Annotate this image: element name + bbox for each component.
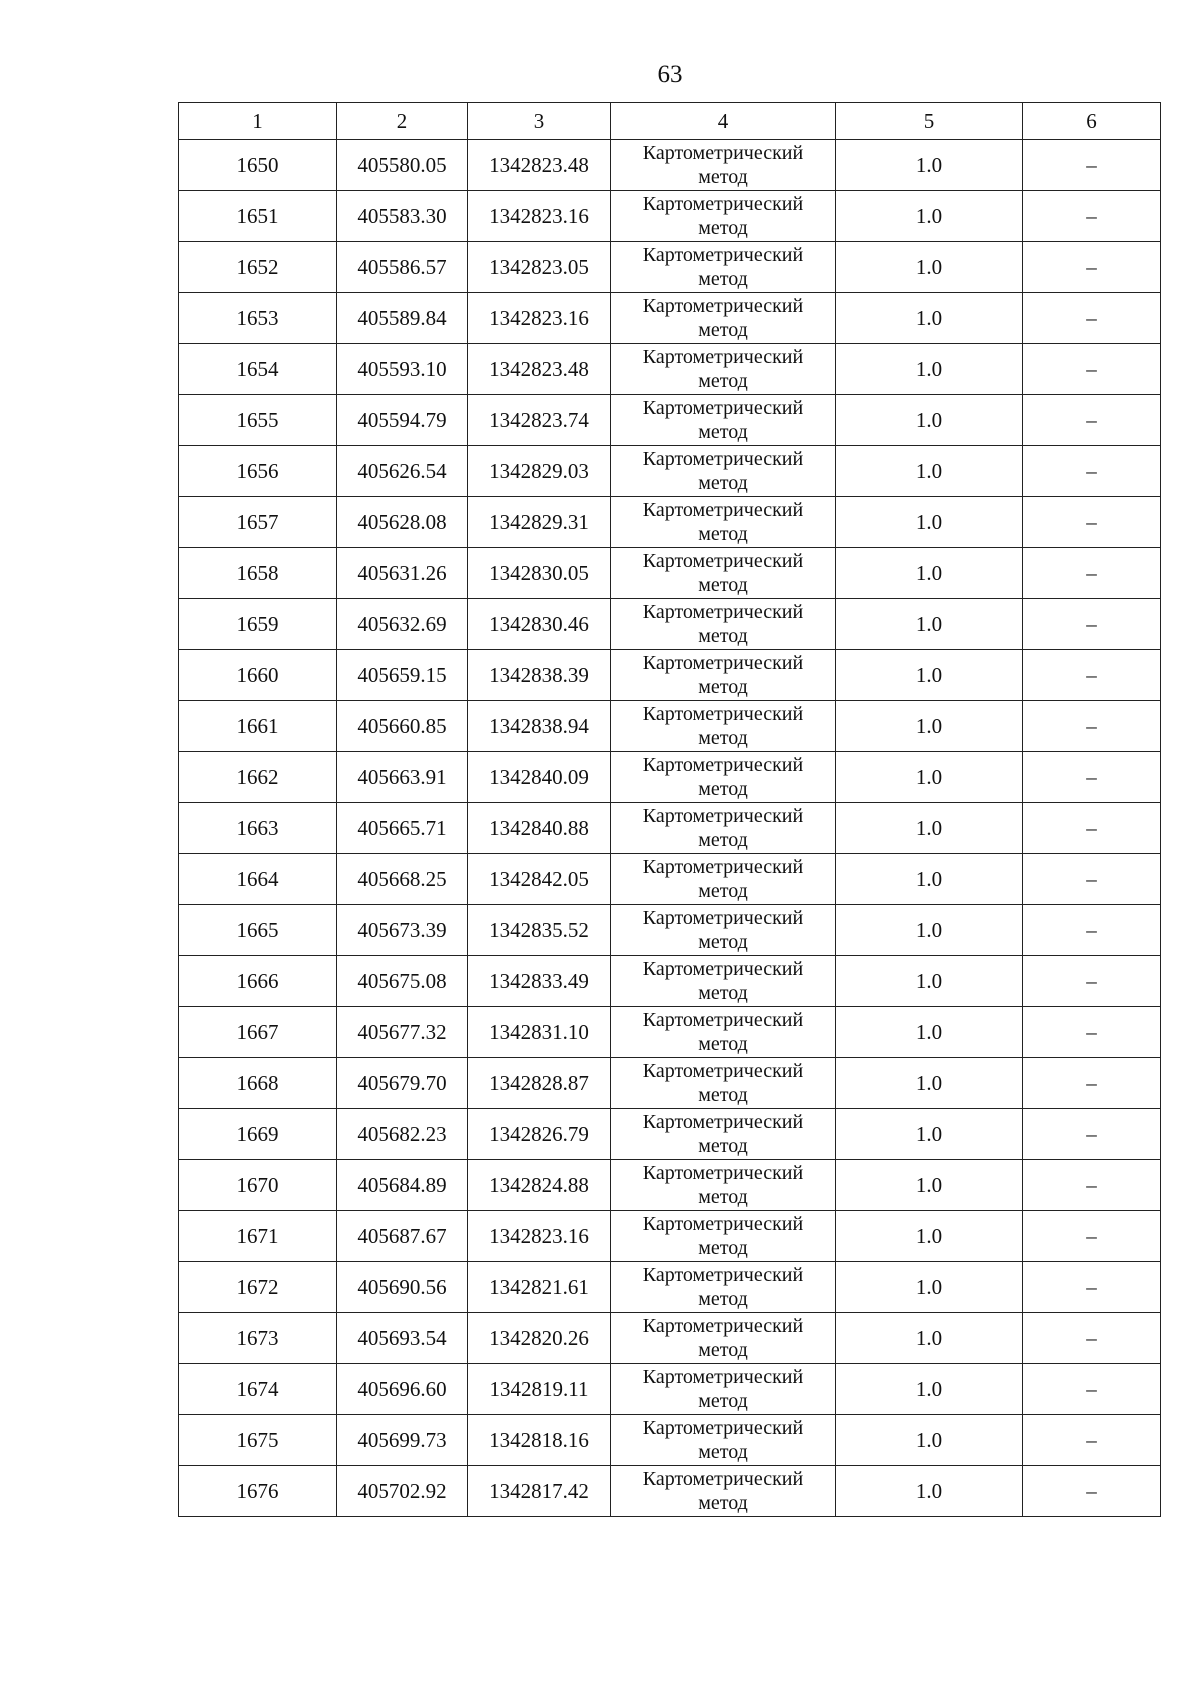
method-line-1: Картометрический [642, 1264, 804, 1286]
table-row [179, 599, 1161, 650]
method-line-1: Картометрический [642, 193, 804, 215]
method-line-2: метод [698, 1135, 748, 1157]
method-line-1: Картометрический [642, 958, 804, 980]
x-coordinate-cell: 405668.25 [337, 854, 468, 905]
note-cell: – [1023, 701, 1161, 752]
point-number-cell: 1657 [179, 497, 337, 548]
method-cell [611, 1415, 836, 1466]
y-coordinate-cell: 1342838.39 [468, 650, 611, 701]
note-cell: – [1023, 1466, 1161, 1517]
x-coordinate-cell: 405684.89 [337, 1160, 468, 1211]
method-cell [611, 1007, 836, 1058]
method-cell [611, 701, 836, 752]
point-number-cell: 1666 [179, 956, 337, 1007]
method-line-1: Картометрический [642, 907, 804, 929]
method-line-2: метод [698, 472, 748, 494]
accuracy-cell: 1.0 [836, 1109, 1023, 1160]
point-number-cell: 1650 [179, 140, 337, 191]
x-coordinate-cell: 405702.92 [337, 1466, 468, 1517]
table-row [179, 1364, 1161, 1415]
method-cell [611, 1313, 836, 1364]
method-line-2: метод [698, 1492, 748, 1514]
note-cell: – [1023, 905, 1161, 956]
note-cell: – [1023, 446, 1161, 497]
table-row [179, 1262, 1161, 1313]
table-header [179, 103, 1161, 140]
note-cell: – [1023, 599, 1161, 650]
table-row [179, 650, 1161, 701]
method-line-1: Картометрический [642, 805, 804, 827]
table-row [179, 191, 1161, 242]
method-line-1: Картометрический [642, 601, 804, 623]
point-number-cell: 1668 [179, 1058, 337, 1109]
method-cell [611, 599, 836, 650]
x-coordinate-cell: 405663.91 [337, 752, 468, 803]
method-cell [611, 1262, 836, 1313]
y-coordinate-cell: 1342823.16 [468, 293, 611, 344]
method-line-1: Картометрический [642, 244, 804, 266]
y-coordinate-cell: 1342819.11 [468, 1364, 611, 1415]
table-row [179, 956, 1161, 1007]
method-cell [611, 497, 836, 548]
method-line-1: Картометрический [642, 856, 804, 878]
table-row [179, 1211, 1161, 1262]
accuracy-cell: 1.0 [836, 803, 1023, 854]
method-cell [611, 1160, 836, 1211]
accuracy-cell: 1.0 [836, 854, 1023, 905]
table-row [179, 1160, 1161, 1211]
y-coordinate-cell: 1342830.05 [468, 548, 611, 599]
point-number-cell: 1667 [179, 1007, 337, 1058]
method-line-2: метод [698, 931, 748, 953]
note-cell: – [1023, 956, 1161, 1007]
accuracy-cell: 1.0 [836, 1313, 1023, 1364]
method-line-2: метод [698, 1288, 748, 1310]
note-cell: – [1023, 1313, 1161, 1364]
method-cell [611, 854, 836, 905]
method-line-2: метод [698, 1441, 748, 1463]
x-coordinate-cell: 405659.15 [337, 650, 468, 701]
method-line-2: метод [698, 370, 748, 392]
method-line-2: метод [698, 1237, 748, 1259]
method-cell [611, 1466, 836, 1517]
table-row [179, 701, 1161, 752]
point-number-cell: 1654 [179, 344, 337, 395]
method-line-1: Картометрический [642, 1060, 804, 1082]
method-line-1: Картометрический [642, 1213, 804, 1235]
table-row [179, 242, 1161, 293]
point-number-cell: 1653 [179, 293, 337, 344]
table-row [179, 344, 1161, 395]
method-line-1: Картометрический [642, 295, 804, 317]
table-row [179, 854, 1161, 905]
page-number: 63 [657, 61, 683, 88]
point-number-cell: 1672 [179, 1262, 337, 1313]
y-coordinate-cell: 1342824.88 [468, 1160, 611, 1211]
point-number-cell: 1652 [179, 242, 337, 293]
y-coordinate-cell: 1342823.48 [468, 344, 611, 395]
note-cell: – [1023, 650, 1161, 701]
method-cell [611, 191, 836, 242]
method-cell [611, 548, 836, 599]
table-row [179, 752, 1161, 803]
method-line-1: Картометрический [642, 1162, 804, 1184]
column-header-5: 5 [836, 103, 1023, 140]
accuracy-cell: 1.0 [836, 191, 1023, 242]
accuracy-cell: 1.0 [836, 1007, 1023, 1058]
accuracy-cell: 1.0 [836, 1364, 1023, 1415]
method-line-1: Картометрический [642, 448, 804, 470]
method-line-1: Картометрический [642, 1366, 804, 1388]
method-line-1: Картометрический [642, 550, 804, 572]
method-cell [611, 1364, 836, 1415]
x-coordinate-cell: 405677.32 [337, 1007, 468, 1058]
x-coordinate-cell: 405699.73 [337, 1415, 468, 1466]
accuracy-cell: 1.0 [836, 905, 1023, 956]
method-cell [611, 395, 836, 446]
point-number-cell: 1674 [179, 1364, 337, 1415]
x-coordinate-cell: 405632.69 [337, 599, 468, 650]
method-line-2: метод [698, 982, 748, 1004]
point-number-cell: 1664 [179, 854, 337, 905]
table-row [179, 1109, 1161, 1160]
accuracy-cell: 1.0 [836, 752, 1023, 803]
note-cell: – [1023, 191, 1161, 242]
y-coordinate-cell: 1342823.05 [468, 242, 611, 293]
y-coordinate-cell: 1342842.05 [468, 854, 611, 905]
note-cell: – [1023, 1160, 1161, 1211]
point-number-cell: 1676 [179, 1466, 337, 1517]
method-line-2: метод [698, 829, 748, 851]
accuracy-cell: 1.0 [836, 1211, 1023, 1262]
point-number-cell: 1673 [179, 1313, 337, 1364]
note-cell: – [1023, 1415, 1161, 1466]
y-coordinate-cell: 1342820.26 [468, 1313, 611, 1364]
method-line-2: метод [698, 727, 748, 749]
note-cell: – [1023, 395, 1161, 446]
point-number-cell: 1669 [179, 1109, 337, 1160]
x-coordinate-cell: 405631.26 [337, 548, 468, 599]
accuracy-cell: 1.0 [836, 1262, 1023, 1313]
method-line-1: Картометрический [642, 346, 804, 368]
method-cell [611, 956, 836, 1007]
x-coordinate-cell: 405687.67 [337, 1211, 468, 1262]
note-cell: – [1023, 1058, 1161, 1109]
method-line-2: метод [698, 1186, 748, 1208]
note-cell: – [1023, 1211, 1161, 1262]
y-coordinate-cell: 1342833.49 [468, 956, 611, 1007]
method-line-2: метод [698, 1390, 748, 1412]
point-number-cell: 1662 [179, 752, 337, 803]
method-cell [611, 446, 836, 497]
method-cell [611, 1211, 836, 1262]
method-line-2: метод [698, 217, 748, 239]
accuracy-cell: 1.0 [836, 140, 1023, 191]
accuracy-cell: 1.0 [836, 956, 1023, 1007]
x-coordinate-cell: 405628.08 [337, 497, 468, 548]
method-line-2: метод [698, 778, 748, 800]
method-line-1: Картометрический [642, 1009, 804, 1031]
x-coordinate-cell: 405660.85 [337, 701, 468, 752]
accuracy-cell: 1.0 [836, 650, 1023, 701]
table-row [179, 1007, 1161, 1058]
y-coordinate-cell: 1342831.10 [468, 1007, 611, 1058]
method-cell [611, 1109, 836, 1160]
note-cell: – [1023, 293, 1161, 344]
accuracy-cell: 1.0 [836, 1415, 1023, 1466]
method-line-2: метод [698, 625, 748, 647]
method-line-1: Картометрический [642, 1417, 804, 1439]
y-coordinate-cell: 1342829.03 [468, 446, 611, 497]
point-number-cell: 1656 [179, 446, 337, 497]
y-coordinate-cell: 1342830.46 [468, 599, 611, 650]
y-coordinate-cell: 1342828.87 [468, 1058, 611, 1109]
note-cell: – [1023, 854, 1161, 905]
method-line-2: метод [698, 166, 748, 188]
method-cell [611, 242, 836, 293]
table-row [179, 1058, 1161, 1109]
accuracy-cell: 1.0 [836, 395, 1023, 446]
note-cell: – [1023, 1262, 1161, 1313]
method-line-1: Картометрический [642, 703, 804, 725]
y-coordinate-cell: 1342840.09 [468, 752, 611, 803]
method-cell [611, 803, 836, 854]
x-coordinate-cell: 405690.56 [337, 1262, 468, 1313]
y-coordinate-cell: 1342823.74 [468, 395, 611, 446]
x-coordinate-cell: 405589.84 [337, 293, 468, 344]
table-body [179, 140, 1161, 1517]
accuracy-cell: 1.0 [836, 548, 1023, 599]
method-line-2: метод [698, 421, 748, 443]
method-cell [611, 293, 836, 344]
x-coordinate-cell: 405580.05 [337, 140, 468, 191]
table-row [179, 446, 1161, 497]
accuracy-cell: 1.0 [836, 1160, 1023, 1211]
method-line-2: метод [698, 1339, 748, 1361]
column-header-1: 1 [179, 103, 337, 140]
method-line-1: Картометрический [642, 1468, 804, 1490]
note-cell: – [1023, 140, 1161, 191]
point-number-cell: 1670 [179, 1160, 337, 1211]
y-coordinate-cell: 1342826.79 [468, 1109, 611, 1160]
y-coordinate-cell: 1342823.16 [468, 1211, 611, 1262]
header-row [179, 103, 1161, 140]
column-header-4: 4 [611, 103, 836, 140]
method-cell [611, 344, 836, 395]
method-line-1: Картометрический [642, 754, 804, 776]
x-coordinate-cell: 405693.54 [337, 1313, 468, 1364]
method-cell [611, 650, 836, 701]
method-line-1: Картометрический [642, 652, 804, 674]
column-header-2: 2 [337, 103, 468, 140]
method-line-1: Картометрический [642, 1315, 804, 1337]
x-coordinate-cell: 405679.70 [337, 1058, 468, 1109]
method-line-1: Картометрический [642, 499, 804, 521]
method-cell [611, 140, 836, 191]
point-number-cell: 1651 [179, 191, 337, 242]
point-number-cell: 1675 [179, 1415, 337, 1466]
accuracy-cell: 1.0 [836, 599, 1023, 650]
point-number-cell: 1655 [179, 395, 337, 446]
note-cell: – [1023, 344, 1161, 395]
method-cell [611, 1058, 836, 1109]
point-number-cell: 1661 [179, 701, 337, 752]
note-cell: – [1023, 1007, 1161, 1058]
note-cell: – [1023, 242, 1161, 293]
y-coordinate-cell: 1342829.31 [468, 497, 611, 548]
method-line-2: метод [698, 319, 748, 341]
table-row [179, 497, 1161, 548]
x-coordinate-cell: 405696.60 [337, 1364, 468, 1415]
point-number-cell: 1665 [179, 905, 337, 956]
x-coordinate-cell: 405626.54 [337, 446, 468, 497]
y-coordinate-cell: 1342821.61 [468, 1262, 611, 1313]
point-number-cell: 1658 [179, 548, 337, 599]
point-number-cell: 1659 [179, 599, 337, 650]
table-row [179, 1313, 1161, 1364]
table-row [179, 1415, 1161, 1466]
accuracy-cell: 1.0 [836, 242, 1023, 293]
y-coordinate-cell: 1342835.52 [468, 905, 611, 956]
accuracy-cell: 1.0 [836, 701, 1023, 752]
x-coordinate-cell: 405665.71 [337, 803, 468, 854]
accuracy-cell: 1.0 [836, 344, 1023, 395]
note-cell: – [1023, 752, 1161, 803]
method-line-1: Картометрический [642, 397, 804, 419]
method-line-2: метод [698, 268, 748, 290]
point-number-cell: 1663 [179, 803, 337, 854]
table-row [179, 803, 1161, 854]
table-row [179, 905, 1161, 956]
method-line-1: Картометрический [642, 1111, 804, 1133]
method-cell [611, 752, 836, 803]
note-cell: – [1023, 497, 1161, 548]
note-cell: – [1023, 1109, 1161, 1160]
method-line-2: метод [698, 1033, 748, 1055]
table-row [179, 395, 1161, 446]
accuracy-cell: 1.0 [836, 497, 1023, 548]
x-coordinate-cell: 405682.23 [337, 1109, 468, 1160]
x-coordinate-cell: 405673.39 [337, 905, 468, 956]
method-line-2: метод [698, 880, 748, 902]
method-line-2: метод [698, 676, 748, 698]
method-cell [611, 905, 836, 956]
x-coordinate-cell: 405675.08 [337, 956, 468, 1007]
x-coordinate-cell: 405593.10 [337, 344, 468, 395]
x-coordinate-cell: 405583.30 [337, 191, 468, 242]
note-cell: – [1023, 548, 1161, 599]
note-cell: – [1023, 803, 1161, 854]
y-coordinate-cell: 1342817.42 [468, 1466, 611, 1517]
coordinates-table [178, 102, 1161, 1517]
note-cell: – [1023, 1364, 1161, 1415]
y-coordinate-cell: 1342818.16 [468, 1415, 611, 1466]
table-row [179, 293, 1161, 344]
accuracy-cell: 1.0 [836, 1058, 1023, 1109]
table-row [179, 548, 1161, 599]
column-header-3: 3 [468, 103, 611, 140]
x-coordinate-cell: 405594.79 [337, 395, 468, 446]
point-number-cell: 1671 [179, 1211, 337, 1262]
table-row [179, 140, 1161, 191]
method-line-2: метод [698, 1084, 748, 1106]
method-line-2: метод [698, 574, 748, 596]
method-line-2: метод [698, 523, 748, 545]
y-coordinate-cell: 1342838.94 [468, 701, 611, 752]
y-coordinate-cell: 1342840.88 [468, 803, 611, 854]
method-line-1: Картометрический [642, 142, 804, 164]
accuracy-cell: 1.0 [836, 446, 1023, 497]
column-header-6: 6 [1023, 103, 1161, 140]
y-coordinate-cell: 1342823.48 [468, 140, 611, 191]
y-coordinate-cell: 1342823.16 [468, 191, 611, 242]
coordinates-table-container [178, 102, 1160, 1517]
accuracy-cell: 1.0 [836, 1466, 1023, 1517]
x-coordinate-cell: 405586.57 [337, 242, 468, 293]
table-row [179, 1466, 1161, 1517]
accuracy-cell: 1.0 [836, 293, 1023, 344]
point-number-cell: 1660 [179, 650, 337, 701]
